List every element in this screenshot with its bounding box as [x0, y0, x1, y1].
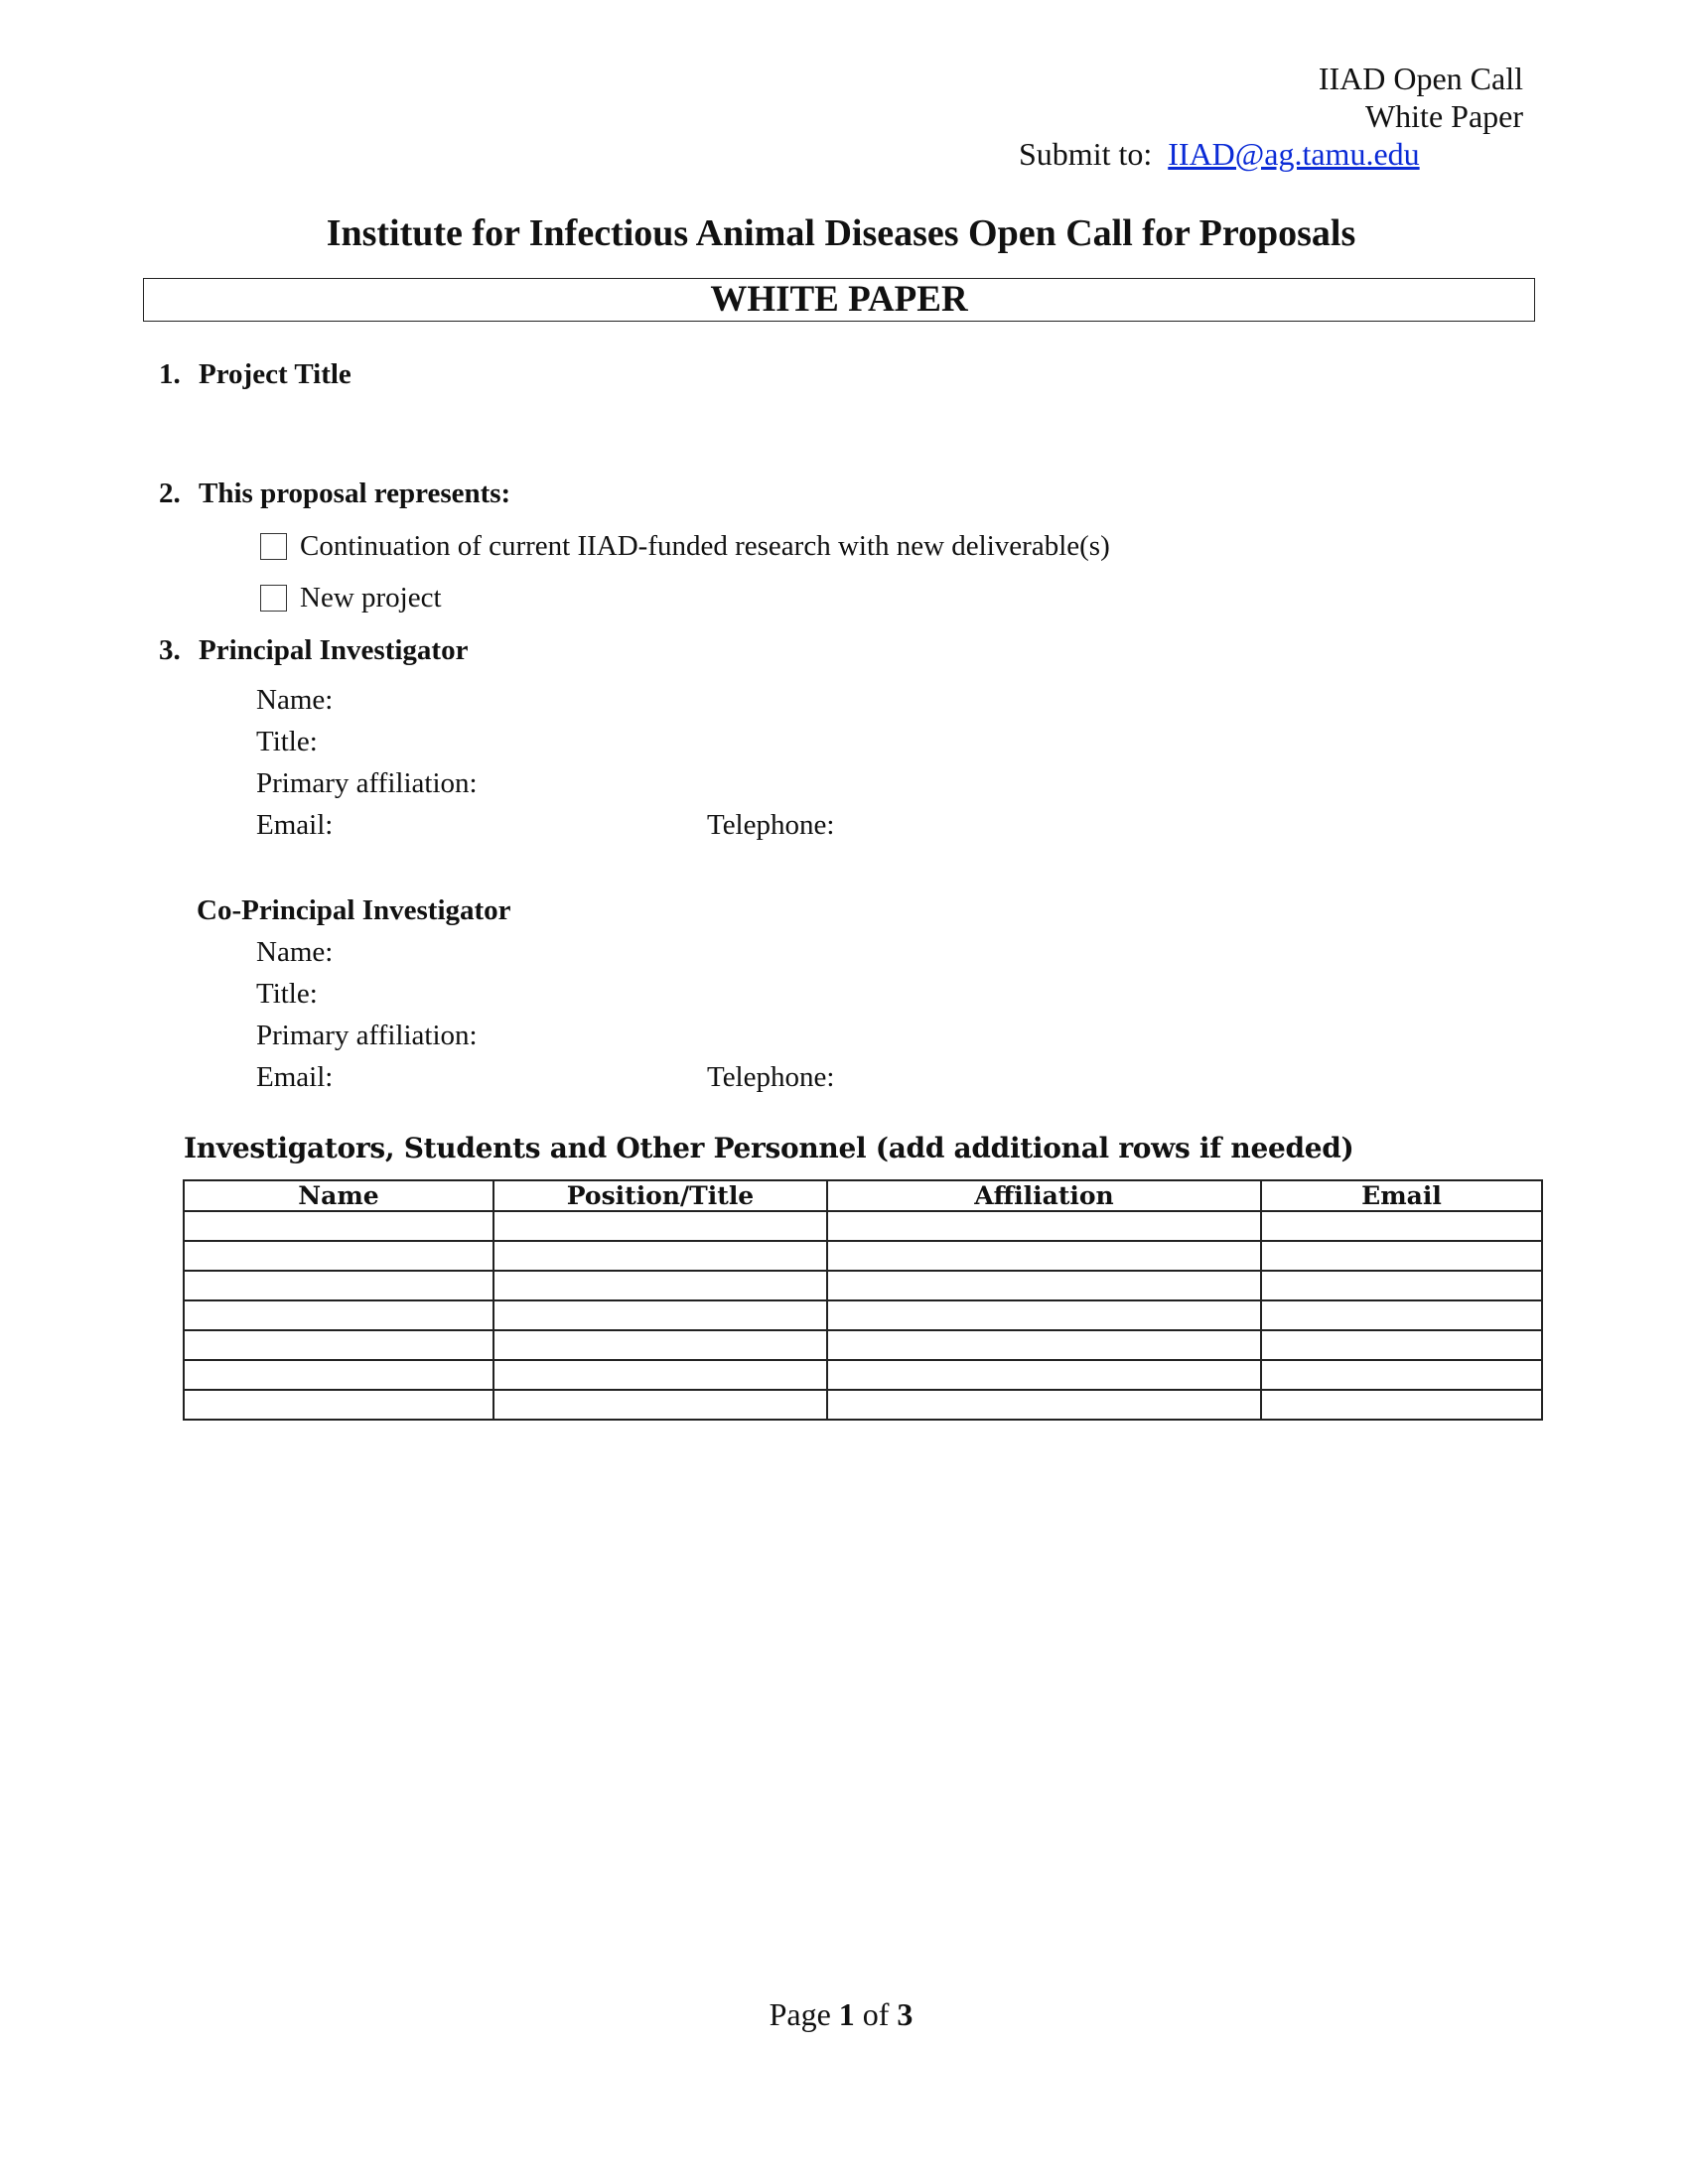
column-header-position: Position/Title: [493, 1180, 827, 1211]
table-cell[interactable]: [184, 1330, 493, 1360]
table-cell[interactable]: [1261, 1360, 1542, 1390]
section-proposal-represents: [159, 477, 510, 510]
table-row: [184, 1271, 1542, 1300]
of-word: of: [862, 1996, 890, 2032]
option-new-project-label: New project: [300, 582, 442, 614]
page-footer: [0, 1995, 1682, 2033]
copi-title-label: Title:: [256, 978, 318, 1010]
submit-email-link[interactable]: IIAD@ag.tamu.edu: [1168, 136, 1420, 172]
table-cell[interactable]: [1261, 1271, 1542, 1300]
pi-telephone-label: Telephone:: [707, 809, 835, 841]
table-cell[interactable]: [184, 1300, 493, 1330]
personnel-table: [183, 1179, 1543, 1421]
table-cell[interactable]: [184, 1271, 493, 1300]
table-row: [184, 1360, 1542, 1390]
table-cell[interactable]: [184, 1241, 493, 1271]
table-cell[interactable]: [184, 1390, 493, 1420]
table-cell[interactable]: [184, 1211, 493, 1241]
header-line-white-paper: White Paper: [1364, 98, 1523, 134]
table-cell[interactable]: [493, 1211, 827, 1241]
table-row: [184, 1241, 1542, 1271]
table-cell[interactable]: [493, 1390, 827, 1420]
header-line-open-call: IIAD Open Call: [1318, 61, 1523, 96]
table-cell[interactable]: [827, 1241, 1261, 1271]
table-cell[interactable]: [184, 1360, 493, 1390]
checkbox-new-project[interactable]: [260, 585, 287, 612]
submit-label: Submit to:: [1019, 136, 1153, 172]
copi-name-label: Name:: [256, 936, 334, 968]
page-total: 3: [897, 1996, 914, 2032]
section-principal-investigator: [159, 633, 468, 667]
copi-affiliation-label: Primary affiliation:: [256, 1020, 478, 1051]
table-cell[interactable]: [493, 1360, 827, 1390]
section-number: 2.: [159, 478, 181, 509]
table-cell[interactable]: [827, 1330, 1261, 1360]
table-cell[interactable]: [493, 1241, 827, 1271]
table-cell[interactable]: [493, 1300, 827, 1330]
table-cell[interactable]: [1261, 1241, 1542, 1271]
table-row: [184, 1211, 1542, 1241]
table-cell[interactable]: [1261, 1300, 1542, 1330]
pi-name-label: Name:: [256, 684, 334, 716]
page-word: Page: [769, 1996, 831, 2032]
column-header-name: Name: [184, 1180, 493, 1211]
checkbox-continuation[interactable]: [260, 533, 287, 560]
table-row: [184, 1330, 1542, 1360]
table-cell[interactable]: [827, 1360, 1261, 1390]
submit-to: [1019, 135, 1420, 173]
table-row: [184, 1300, 1542, 1330]
section-co-principal-investigator: Co-Principal Investigator: [197, 894, 511, 926]
table-cell[interactable]: [827, 1271, 1261, 1300]
table-cell[interactable]: [827, 1300, 1261, 1330]
pi-email-label: Email:: [256, 809, 334, 841]
white-paper-banner: WHITE PAPER: [143, 278, 1535, 322]
section-project-title: [159, 357, 352, 391]
pi-affiliation-label: Primary affiliation:: [256, 767, 478, 799]
table-cell[interactable]: [493, 1271, 827, 1300]
table-cell[interactable]: [1261, 1330, 1542, 1360]
column-header-affiliation: Affiliation: [827, 1180, 1261, 1211]
table-row: [184, 1390, 1542, 1420]
page-number: 1: [838, 1996, 855, 2032]
table-cell[interactable]: [827, 1390, 1261, 1420]
section-label: Project Title: [199, 358, 352, 390]
pi-title-label: Title:: [256, 726, 318, 757]
option-continuation-label: Continuation of current IIAD-funded research with new deliverable(s): [300, 530, 1110, 562]
table-header-row: [184, 1180, 1542, 1211]
copi-email-label: Email:: [256, 1061, 334, 1093]
table-cell[interactable]: [1261, 1211, 1542, 1241]
copi-telephone-label: Telephone:: [707, 1061, 835, 1093]
section-label: This proposal represents:: [199, 478, 511, 509]
section-number: 3.: [159, 634, 181, 666]
table-cell[interactable]: [493, 1330, 827, 1360]
personnel-heading: Investigators, Students and Other Personnel (add additional rows if needed): [184, 1132, 1354, 1164]
column-header-email: Email: [1261, 1180, 1542, 1211]
table-cell[interactable]: [827, 1211, 1261, 1241]
table-cell[interactable]: [1261, 1390, 1542, 1420]
page-title: Institute for Infectious Animal Diseases Open Call for Proposals: [326, 212, 1356, 254]
section-label: Principal Investigator: [199, 634, 469, 666]
section-number: 1.: [159, 358, 181, 390]
